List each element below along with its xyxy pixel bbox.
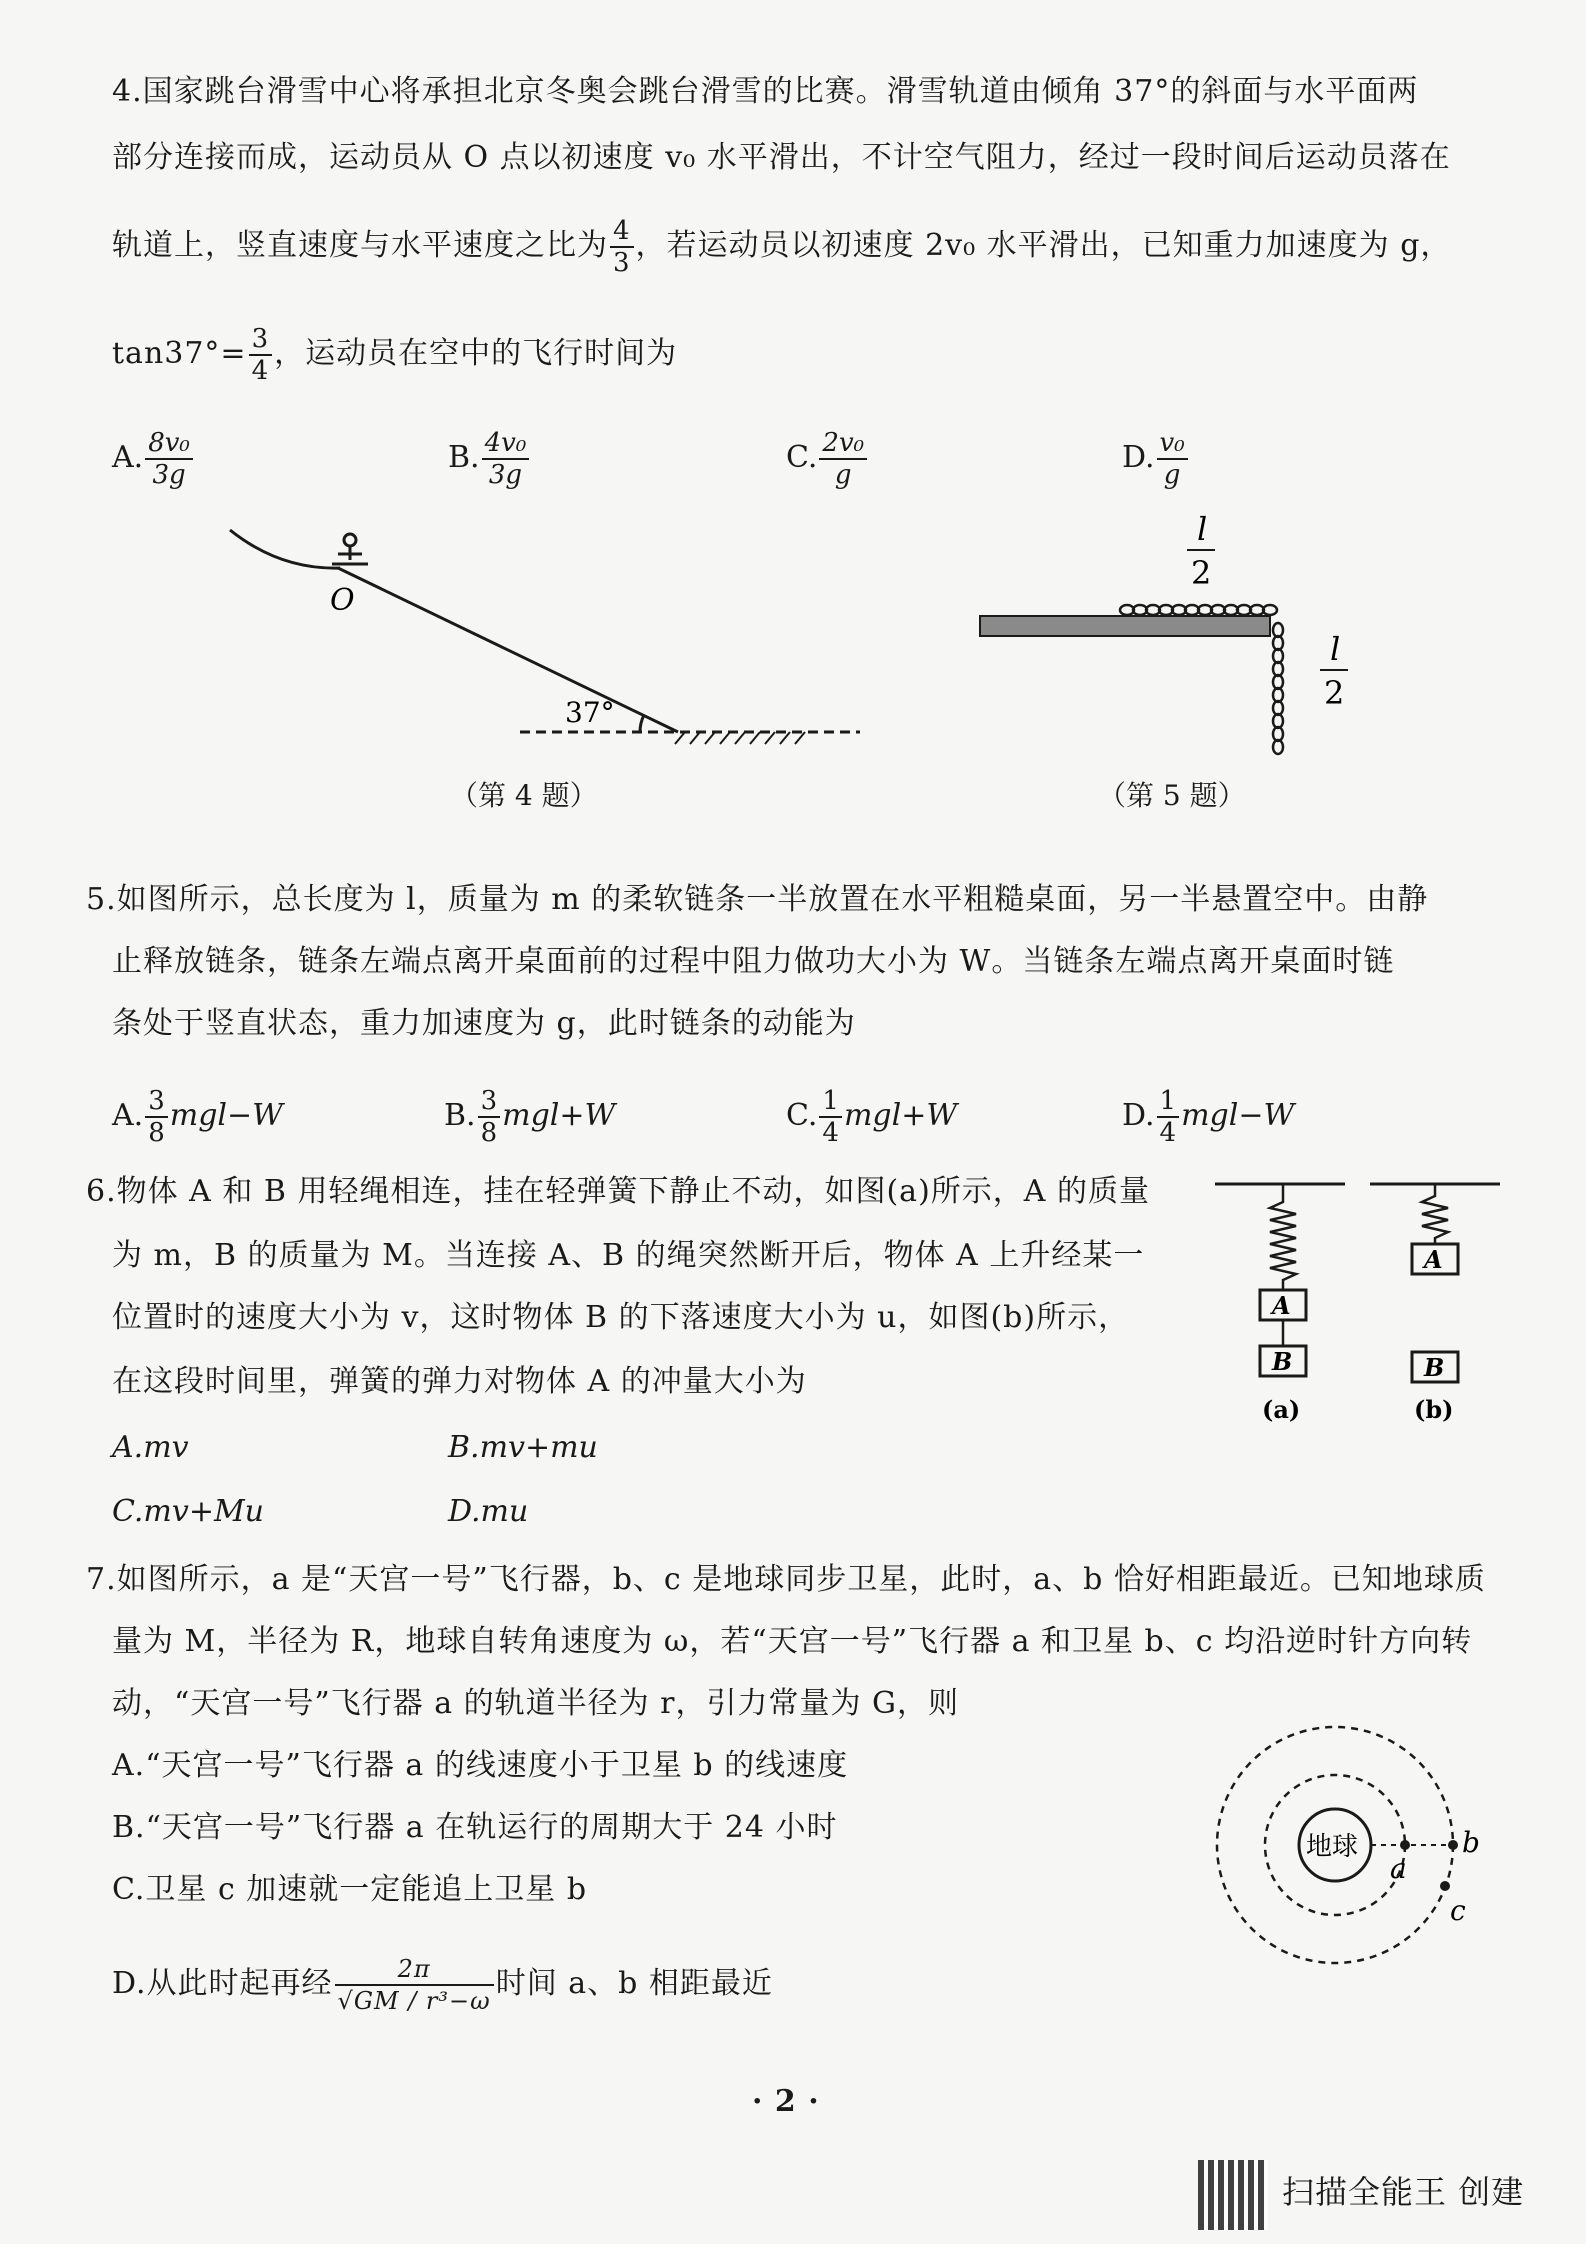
- fig-label-b: (b): [1414, 1395, 1454, 1424]
- label-b: b: [1462, 1826, 1480, 1859]
- qr-code-icon: [1198, 2160, 1268, 2230]
- skier-icon: [332, 534, 368, 564]
- q4-caption: （第 4 题）: [450, 779, 598, 812]
- block-b-label-b: B: [1424, 1353, 1445, 1382]
- block-b-label: B: [1272, 1347, 1293, 1376]
- q6-spring-figure: [1210, 1172, 1510, 1432]
- q4-option-b: B. $\frac{\text{4v₀}}{3g}$: [448, 428, 531, 490]
- top-length-num: l: [1197, 510, 1208, 548]
- q4-option-a: A. $\frac{\text{8v₀}}{3g}$: [112, 428, 195, 490]
- page-number: · 2 ·: [752, 2084, 820, 2119]
- side-length-den: 2: [1324, 674, 1345, 712]
- q6-option-c: C.mv+Mu: [112, 1494, 264, 1529]
- q5-chain-figure: [975, 510, 1375, 760]
- q6-line-3: 位置时的速度大小为 v，这时物体 B 的下落速度大小为 u，如图(b)所示，: [112, 1300, 1130, 1335]
- q5-line-2: 止释放链条，链条左端点离开桌面前的过程中阻力做功大小为 W。当链条左端点离开桌面时链: [112, 944, 1395, 979]
- q4-line-2: 部分连接而成，运动员从 O 点以初速度 v₀ 水平滑出，不计空气阻力，经过一段时间后运动员落在: [112, 140, 1451, 175]
- q4-line-3: 轨道上，竖直速度与水平速度之比为 $\frac{4}{3}$ ，若运动员以初速度 2v₀ 水平滑出，已知重力加速度为 g，: [112, 216, 1452, 278]
- watermark-text: 扫描全能王 创建: [1282, 2173, 1525, 2211]
- q5-option-c: C. $\frac{1}{4}$ mgl+W: [786, 1086, 958, 1148]
- q4-line-4: tan37°= $\frac{3}{4}$ ，运动员在空中的飞行时间为: [112, 324, 678, 386]
- q4-option-c: C. $\frac{\text{2v₀}}{g}$: [786, 428, 869, 490]
- q5-option-d: D. $\frac{1}{4}$ mgl−W: [1122, 1086, 1295, 1148]
- q4-option-d: D. $\frac{\text{v₀}}{g}$: [1122, 428, 1190, 490]
- q6-line-2: 为 m，B 的质量为 M。当连接 A、B 的绳突然断开后，物体 A 上升经某一: [112, 1238, 1145, 1273]
- q5-caption: （第 5 题）: [1098, 779, 1246, 812]
- side-length-num: l: [1330, 630, 1341, 668]
- fig-label-a: (a): [1262, 1395, 1301, 1424]
- q7-line-3: 动，“天宫一号”飞行器 a 的轨道半径为 r，引力常量为 G，则: [112, 1686, 960, 1721]
- q7-option-b: B.“天宫一号”飞行器 a 在轨运行的周期大于 24 小时: [112, 1810, 838, 1845]
- q6-option-a: A.mv: [112, 1430, 189, 1465]
- block-a-label: A: [1272, 1291, 1291, 1320]
- satellite-c-dot: [1440, 1881, 1450, 1891]
- label-a: a: [1390, 1852, 1407, 1885]
- label-c: c: [1450, 1894, 1466, 1927]
- q5-line-1: 5.如图所示，总长度为 l，质量为 m 的柔软链条一半放置在水平粗糙桌面，另一半悬置空中。由静: [86, 882, 1429, 917]
- block-a-label-b: A: [1424, 1245, 1443, 1274]
- sqrt-expression: √GM / r³−ω: [337, 1987, 491, 2015]
- q5-option-b: B. $\frac{3}{8}$ mgl+W: [444, 1086, 616, 1148]
- satellite-b-dot: [1448, 1840, 1458, 1850]
- q7-line-1: 7.如图所示，a 是“天宫一号”飞行器，b、c 是地球同步卫星，此时，a、b 恰好相距最近。已知地球质: [86, 1562, 1486, 1597]
- q4-slope-figure: [220, 510, 860, 750]
- q6-option-b: B.mv+mu: [448, 1430, 598, 1465]
- q7-option-a: A.“天宫一号”飞行器 a 的线速度小于卫星 b 的线速度: [112, 1748, 849, 1783]
- q7-option-c: C.卫星 c 加速就一定能追上卫星 b: [112, 1872, 588, 1907]
- top-length-den: 2: [1191, 554, 1212, 592]
- q4-tan-fraction: $\frac{3}{4}$: [249, 324, 273, 386]
- q7-time-fraction: $\frac{2\pi}{\text{√GM / r³−ω}}$: [335, 1954, 494, 2016]
- angle-label: 37°: [565, 696, 615, 729]
- q7-line-2: 量为 M，半径为 R，地球自转角速度为 ω，若“天宫一号”飞行器 a 和卫星 b、c 均沿逆时针方向转: [112, 1624, 1473, 1659]
- q4-line-1: 4.国家跳台滑雪中心将承担北京冬奥会跳台滑雪的比赛。滑雪轨道由倾角 37°的斜面与水平面两: [112, 74, 1419, 109]
- q5-line-3: 条处于竖直状态，重力加速度为 g，此时链条的动能为: [112, 1006, 856, 1041]
- point-o-label: O: [330, 583, 355, 618]
- q7-orbit-figure: [1200, 1700, 1500, 1990]
- earth-label: 地球: [1306, 1832, 1359, 1862]
- q6-line-4: 在这段时间里，弹簧的弹力对物体 A 的冲量大小为: [112, 1364, 807, 1399]
- q7-option-d: D.从此时起再经 $\frac{2\pi}{\text{√GM / r³−ω}}$ 时间 a、b 相距最近: [112, 1955, 773, 2015]
- q5-option-a: A. $\frac{3}{8}$ mgl−W: [112, 1086, 283, 1148]
- q6-option-d: D.mu: [448, 1494, 529, 1529]
- q6-line-1: 6.物体 A 和 B 用轻绳相连，挂在轻弹簧下静止不动，如图(a)所示，A 的质量: [86, 1174, 1150, 1209]
- satellite-a-dot: [1400, 1840, 1410, 1850]
- q4-ratio-fraction: $\frac{4}{3}$: [610, 216, 634, 278]
